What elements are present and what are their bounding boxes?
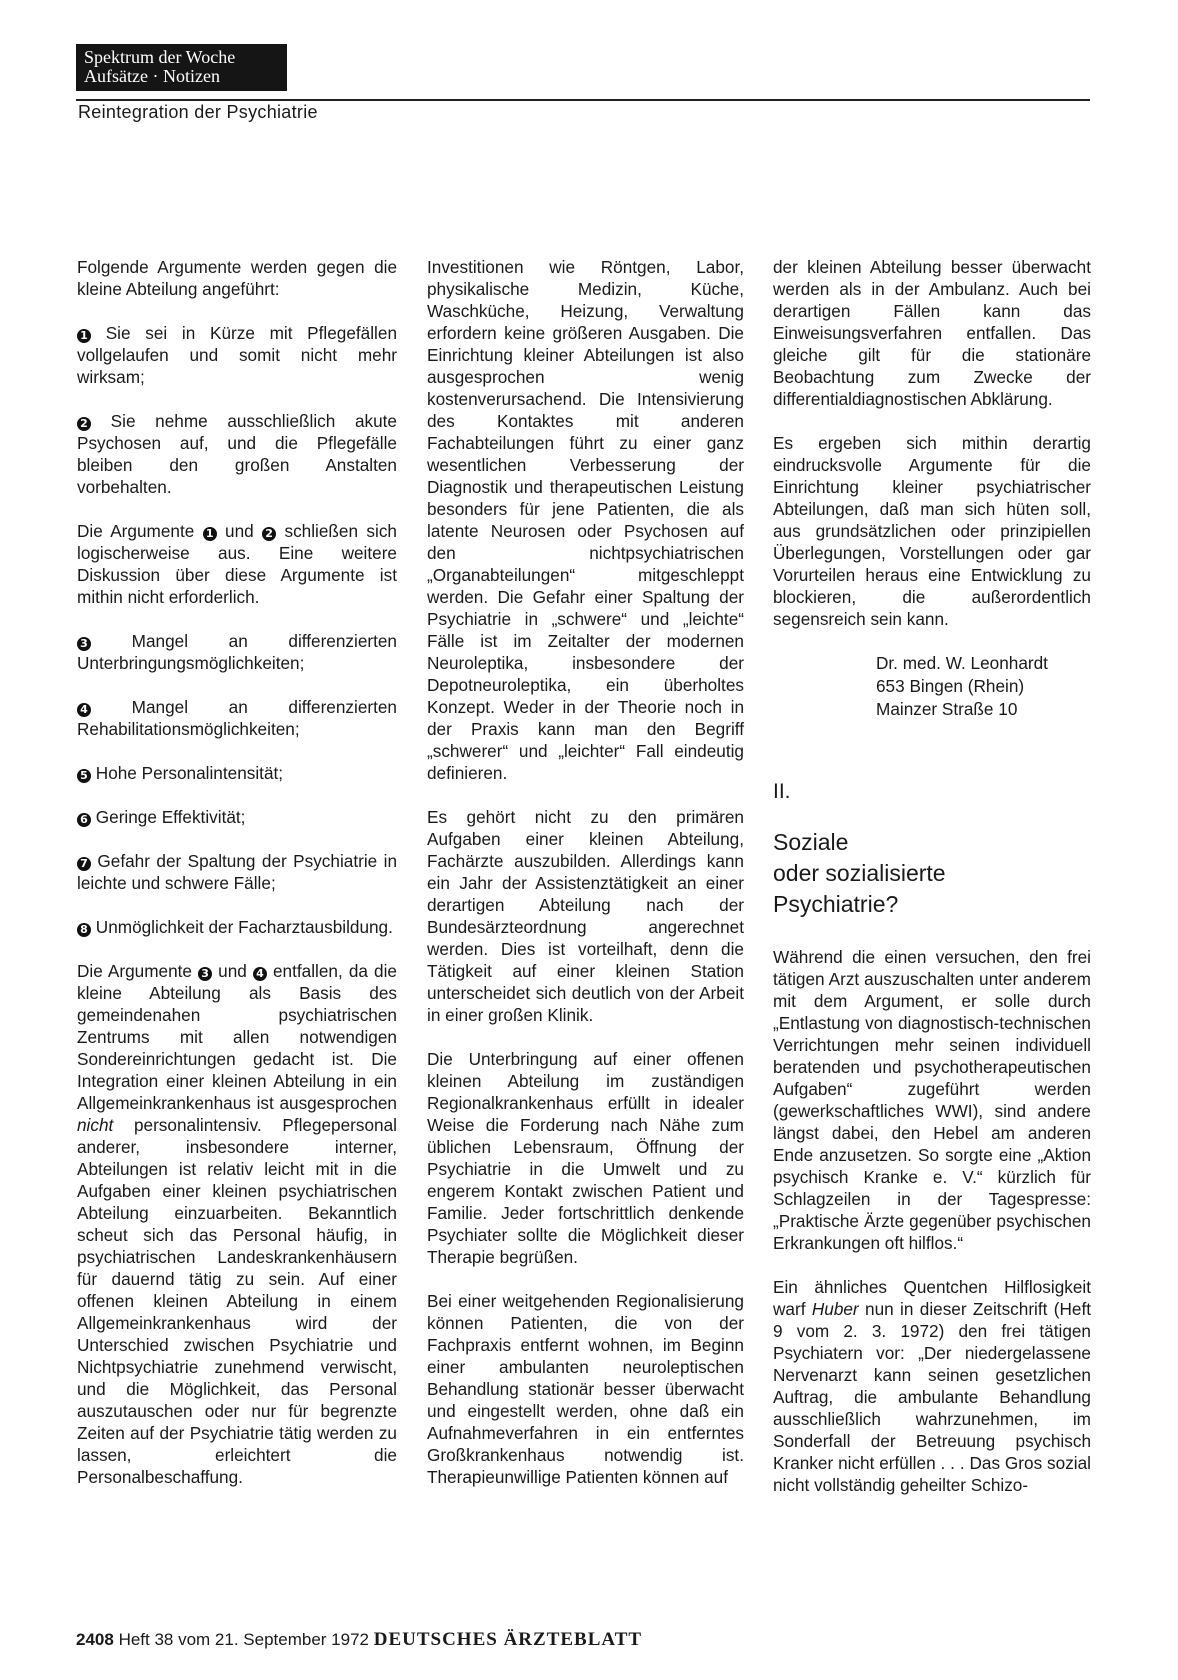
list-item: 2 Sie nehme ausschließlich akute Psychosen auf, und die Pflegefälle bleiben den großen Anstalten vorbehalten. <box>77 411 397 497</box>
column-1 <box>77 256 397 1488</box>
paragraph: Bei einer weitgehenden Regionalisierung können Patienten, die von der Fachpraxis entfernt wohnen, im Beginn einer ambulanten neuroleptischen Behandlung stationär besser überwacht und eingestellt werden, ohne daß ein Aufnahmeverfahren in ein entferntes Großkrankenhaus notwendig ist. Therapieunwillige Patienten können auf <box>427 1291 744 1487</box>
number-badge-icon: 5 <box>77 769 91 783</box>
list-item: 6 Geringe Effektivität; <box>77 806 397 828</box>
number-badge-icon: 4 <box>77 703 91 717</box>
paragraph: Investitionen wie Röntgen, Labor, physikalische Medizin, Küche, Waschküche, Heizung, Verwaltung erfordern keine größeren Ausgaben. Die Einrichtung kleiner Abteilungen ist also ausgesprochen wenig kostenverursachend. Die Intensivierung des Kontaktes mit anderen Fachabteilungen führt zu einer ganz wesentlichen Verbesserung der Diagnostik und therapeutischen Leistung besonders für jene Patienten, die als latente Neurosen oder Psychosen auf den nichtpsychiatrischen „Organabteilungen“ mitgeschleppt werden. Die Gefahr einer Spaltung der Psychiatrie in „schwere“ und „leichte“ Fälle ist im Zeitalter der modernen Neuroleptika, insbesondere der Depotneuroleptika, ein überholtes Konzept. Weder in der Theorie noch in der Praxis kann man den Begriff „schwerer“ und „leichter“ Fall eindeutig definieren. <box>427 257 744 783</box>
running-title: Reintegration der Psychiatrie <box>78 102 318 122</box>
number-badge-icon: 1 <box>77 329 91 343</box>
number-badge-icon: 2 <box>77 417 91 431</box>
column-3 <box>773 256 1091 1496</box>
paragraph: Es gehört nicht zu den primären Aufgaben einer kleinen Abteilung, Fachärzte auszubilden. Allerdings kann ein Jahr der Assistenztätigkeit an einer derartigen Abteilung nach der Bundesärzteordnung angerechnet werden. Dies ist vorteilhaft, denn die Tätigkeit auf einer kleinen Station unterscheidet sich deutlich von der Arbeit in einer großen Klinik. <box>427 807 744 1025</box>
paragraph: Während die einen versuchen, den frei tätigen Arzt auszuschalten unter anderem mit dem Argument, er solle durch „Entlastung von diagnostisch-technischen Verrichtungen mehr seinen individuell beratenden und psychotherapeutischen Aufgaben“ zugeführt werden (gewerkschaftliches WWI), sind andere längst dabei, den Hebel am anderen Ende anzusetzen. So sorgte eine „Aktion psychisch Kranke e. V.“ kürzlich für Schlagzeilen in der Tagespresse: „Praktische Ärzte gegenüber psychischen Erkrankungen oft hilflos.“ <box>773 947 1091 1253</box>
number-badge-icon: 8 <box>77 923 91 937</box>
number-badge-icon: 6 <box>77 813 91 827</box>
page-footer <box>76 1629 642 1651</box>
author-city: 653 Bingen (Rhein) <box>876 676 1025 696</box>
page-number: 2408 <box>76 1630 114 1649</box>
list-item: 5 Hohe Personalintensität; <box>77 762 397 784</box>
author-name: Dr. med. W. Leonhardt <box>876 653 1048 673</box>
number-badge-icon: 3 <box>77 637 91 651</box>
number-badge-icon: 4 <box>253 967 267 981</box>
number-badge-icon: 3 <box>198 967 212 981</box>
number-badge-icon: 1 <box>203 527 217 541</box>
paragraph: Es ergeben sich mithin derartig eindrucksvolle Argumente für die Einrichtung kleiner psychiatrischer Abteilungen, daß man sich hüten soll, aus grundsätzlichen oder prinzipiellen Überlegungen, Vorstellungen oder gar Vorurteilen heraus eine Entwicklung zu blockieren, die außerordentlich segensreich sein kann. <box>773 433 1091 629</box>
list-item: 3 Mangel an differenzierten Unterbringungsmöglichkeiten; <box>77 631 397 673</box>
author-signature <box>876 652 1091 721</box>
section-label-line1: Spektrum der Woche <box>84 47 236 67</box>
paragraph: Die Argumente 1 und 2 schließen sich logischerweise aus. Eine weitere Diskussion über diese Argumente ist mithin nicht erforderlich. <box>77 521 397 607</box>
section-label-box <box>76 44 287 91</box>
issue-info: Heft 38 vom 21. September 1972 <box>118 1630 369 1649</box>
list-item: 1 Sie sei in Kürze mit Pflegefällen vollgelaufen und somit nicht mehr wirksam; <box>77 323 397 387</box>
paragraph: Ein ähnliches Quentchen Hilflosigkeit warf Huber nun in dieser Zeitschrift (Heft 9 vom 2. 3. 1972) den frei tätigen Psychiatern vor: „Der niedergelassene Nervenarzt kann seinen gesetzlichen Auftrag, die ambulante Behandlung ausschließlich wahrzunehmen, im Sonderfall der Betreuung psychisch Kranker nicht erfüllen . . . Das Gros sozial nicht vollständig geheilter Schizo- <box>773 1277 1092 1495</box>
list-item: 7 Gefahr der Spaltung der Psychiatrie in leichte und schwere Fälle; <box>77 851 398 893</box>
list-item: 8 Unmöglichkeit der Facharztausbildung. <box>77 916 397 938</box>
section-label-line2: Aufsätze · Notizen <box>84 66 220 86</box>
paragraph: der kleinen Abteilung besser überwacht werden als in der Ambulanz. Auch bei derartigen Fällen kann das Einweisungsverfahren entfallen. Das gleiche gilt für die stationäre Beobachtung zum Zwecke der differentialdiagnostischen Abklärung. <box>773 257 1091 409</box>
section-title: Soziale oder sozialisierte Psychiatrie? <box>773 829 946 917</box>
paragraph: Die Argumente 3 und 4 entfallen, da die kleine Abteilung als Basis des gemeindenahen psychiatrischen Zentrums mit allen notwendigen Sondereinrichtungen gedacht ist. Die Integration einer kleinen Abteilung in ein Allgemeinkrankenhaus ist ausgesprochen nicht personalintensiv. Pflegepersonal anderer, insbesondere interner, Abteilungen ist relativ leicht mit in die Aufgaben einer kleinen psychiatrischen Abteilung einzuarbeiten. Bekanntlich scheut sich das Personal häufig, in psychiatrischen Landeskrankenhäusern für dauernd tätig zu sein. Auf einer offenen kleinen Abteilung in einem Allgemeinkrankenhaus wird der Unterschied zwischen Psychiatrie und Nichtpsychiatrie zunehmend verwischt, und die Möglichkeit, das Personal auszutauschen oder nur für begrenzte Zeiten auf der Psychiatrie tätig werden zu lassen, erleichtert die Personalbeschaffung. <box>77 961 397 1487</box>
intro-paragraph: Folgende Argumente werden gegen die kleine Abteilung angeführt: <box>77 257 397 299</box>
number-badge-icon: 2 <box>262 527 276 541</box>
header-rule <box>76 99 1090 101</box>
author-street: Mainzer Straße 10 <box>876 699 1018 719</box>
publication-name: DEUTSCHES ÄRZTEBLATT <box>373 1629 643 1650</box>
column-2 <box>427 256 744 1488</box>
paragraph: Die Unterbringung auf einer offenen kleinen Abteilung im zuständigen Regionalkrankenhaus erfüllt in idealer Weise die Forderung nach Nähe zum üblichen Lebensraum, Öffnung der Psychiatrie in die Umwelt und zu engerem Kontakt zwischen Patient und Familie. Jeder fortschrittlich denkende Psychiater sollte die Möglichkeit dieser Therapie begrüßen. <box>427 1049 744 1267</box>
number-badge-icon: 7 <box>77 857 91 871</box>
section-number: II. <box>773 780 791 803</box>
list-item: 4 Mangel an differenzierten Rehabilitationsmöglichkeiten; <box>77 697 397 739</box>
